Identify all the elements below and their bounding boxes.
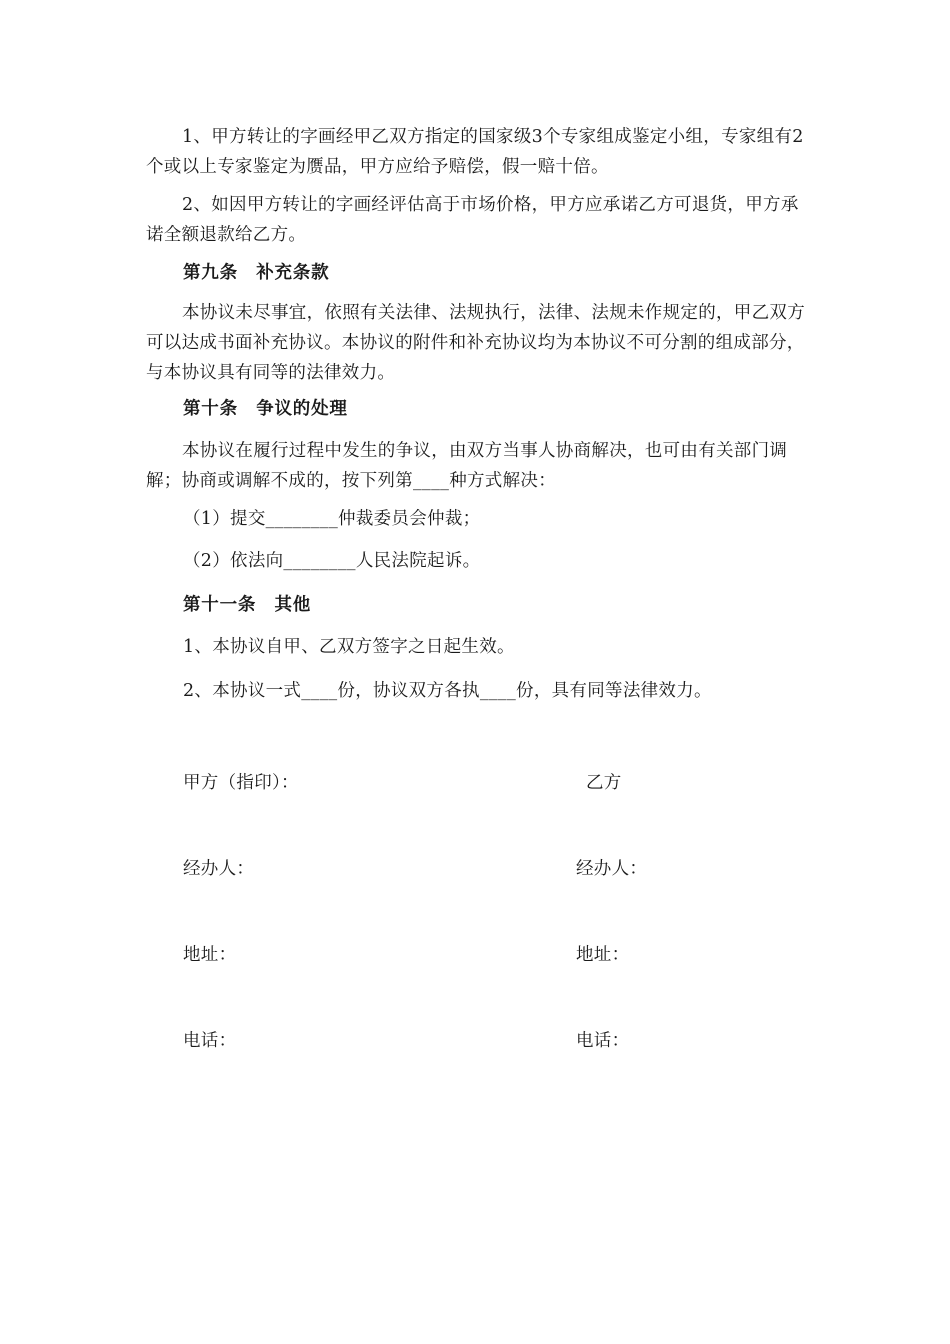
party-b-phone-label: 电话： (576, 1031, 630, 1051)
party-a-label: 甲方（指印）： (183, 773, 299, 793)
party-b-address-label: 地址： (576, 945, 630, 965)
article-10-option-1: （1）提交________仲裁委员会仲裁； (183, 509, 481, 529)
article-10-body: 本协议在履行过程中发生的争议，由双方当事人协商解决，也可由有关部门调解；协商或调解不成的，按下列第____种方式解决： (146, 441, 788, 491)
article-11-item-2: 2、本协议一式____份，协议双方各执____份，具有同等法律效力。 (183, 681, 712, 701)
article-10-option-2: （2）依法向________人民法院起诉。 (183, 551, 481, 571)
article-10-title: 第十条 争议的处理 (183, 399, 348, 419)
clause-item-1: 1、甲方转让的字画经甲乙双方指定的国家级3个专家组成鉴定小组，专家组有2个或以上专家鉴定为赝品，甲方应给予赔偿，假一赔十倍。 (146, 127, 804, 177)
clause-item-2: 2、如因甲方转让的字画经评估高于市场价格，甲方应承诺乙方可退货，甲方承诺全额退款给乙方。 (146, 195, 799, 245)
party-b-agent-label: 经办人： (576, 859, 648, 879)
article-11-title: 第十一条 其他 (183, 595, 312, 615)
article-9-body: 本协议未尽事宜，依照有关法律、法规执行，法律、法规未作规定的，甲乙双方可以达成书面补充协议。本协议的附件和补充协议均为本协议不可分割的组成部分，与本协议具有同等的法律效力。 (146, 303, 805, 383)
article-9-title: 第九条 补充条款 (183, 263, 330, 283)
party-a-phone-label: 电话： (183, 1031, 237, 1051)
article-11-item-1: 1、本协议自甲、乙双方签字之日起生效。 (183, 637, 515, 657)
party-a-agent-label: 经办人： (183, 859, 255, 879)
party-a-address-label: 地址： (183, 945, 237, 965)
party-b-label: 乙方 (586, 773, 622, 793)
